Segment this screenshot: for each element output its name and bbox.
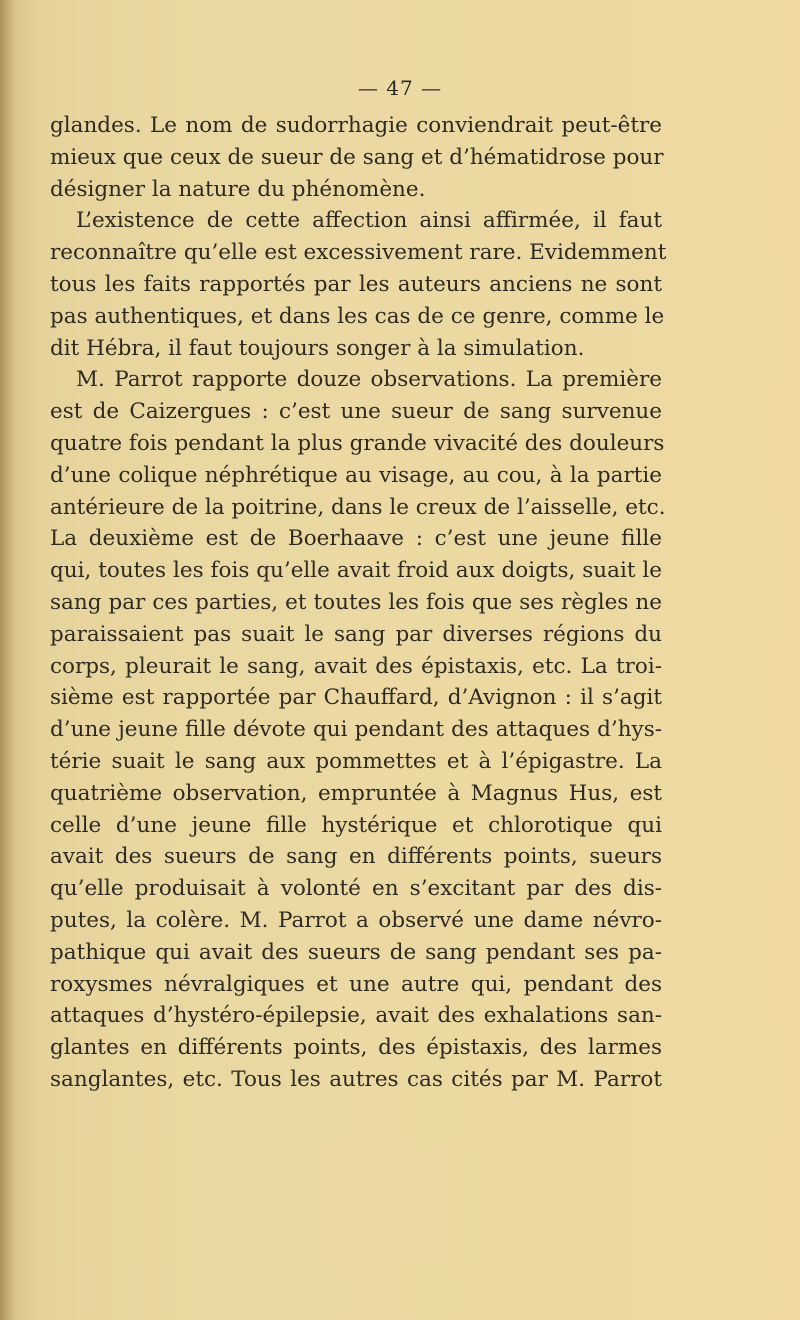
text-line: sang par ces parties, et toutes les fois que ses règles ne — [50, 589, 662, 615]
text-line: quatre fois pendant la plus grande vivacité des douleurs — [50, 430, 665, 456]
text-line: glandes. Le nom de sudorrhagie conviendrait peut-être — [50, 113, 662, 138]
text-line: putes, la colère. M. Parrot a observé une dame névro- — [50, 907, 662, 933]
text-line: attaques d’hystéro-épilepsie, avait des exhalations san- — [50, 1003, 662, 1029]
page-number: — 47 — — [357, 76, 443, 100]
text-line: mieux que ceux de sueur de sang et d’hématidrose pour — [50, 144, 664, 170]
text-line: sanglantes, etc. Tous les autres cas cités par M. Parrot — [50, 1066, 662, 1092]
text-line: dit Hébra, il faut toujours songer à la simulation. — [50, 335, 585, 361]
text-line: La deuxième est de Boerhaave : c’est une jeune fille — [50, 526, 662, 552]
page-body-text — [50, 110, 667, 1096]
text-line: corps, pleurait le sang, avait des épistaxis, etc. La troi- — [50, 653, 662, 679]
text-line: antérieure de la poitrine, dans le creux de l’aisselle, etc. — [50, 494, 666, 520]
text-line: désigner la nature du phénomène. — [50, 176, 426, 202]
text-line: pathique qui avait des sueurs de sang pendant ses pa- — [50, 939, 662, 965]
text-line: quatrième observation, empruntée à Magnus Hus, est — [50, 780, 662, 806]
text-line: paraissaient pas suait le sang par diverses régions du — [50, 621, 662, 647]
text-line: qui, toutes les fois qu’elle avait froid aux doigts, suait le — [50, 558, 662, 584]
text-line: celle d’une jeune fille hystérique et chlorotique qui — [50, 812, 662, 838]
text-line: L’existence de cette affection ainsi affirmée, il faut — [76, 208, 662, 234]
text-line: térie suait le sang aux pommettes et à l’épigastre. La — [50, 748, 662, 774]
text-line: M. Parrot rapporte douze observations. La première — [76, 367, 662, 393]
text-line: qu’elle produisait à volonté en s’excitant par des dis- — [50, 876, 662, 902]
text-line: d’une colique néphrétique au visage, au cou, à la partie — [50, 462, 662, 488]
text-line: tous les faits rapportés par les auteurs anciens ne sont — [50, 271, 662, 297]
text-line: avait des sueurs de sang en différents points, sueurs — [50, 844, 662, 870]
text-line: d’une jeune fille dévote qui pendant des attaques d’hys- — [50, 717, 662, 743]
text-line: glantes en différents points, des épistaxis, des larmes — [50, 1035, 662, 1061]
text-line: roxysmes névralgiques et une autre qui, pendant des — [50, 971, 662, 997]
text-line: reconnaître qu’elle est excessivement rare. Evidemment — [50, 240, 667, 266]
text-line: pas authentiques, et dans les cas de ce genre, comme le — [50, 303, 665, 329]
book-spine-shadow — [0, 0, 16, 1320]
text-line: sième est rapportée par Chauffard, d’Avignon : il s’agit — [50, 685, 662, 711]
text-line: est de Caizergues : c’est une sueur de sang survenue — [50, 399, 662, 425]
